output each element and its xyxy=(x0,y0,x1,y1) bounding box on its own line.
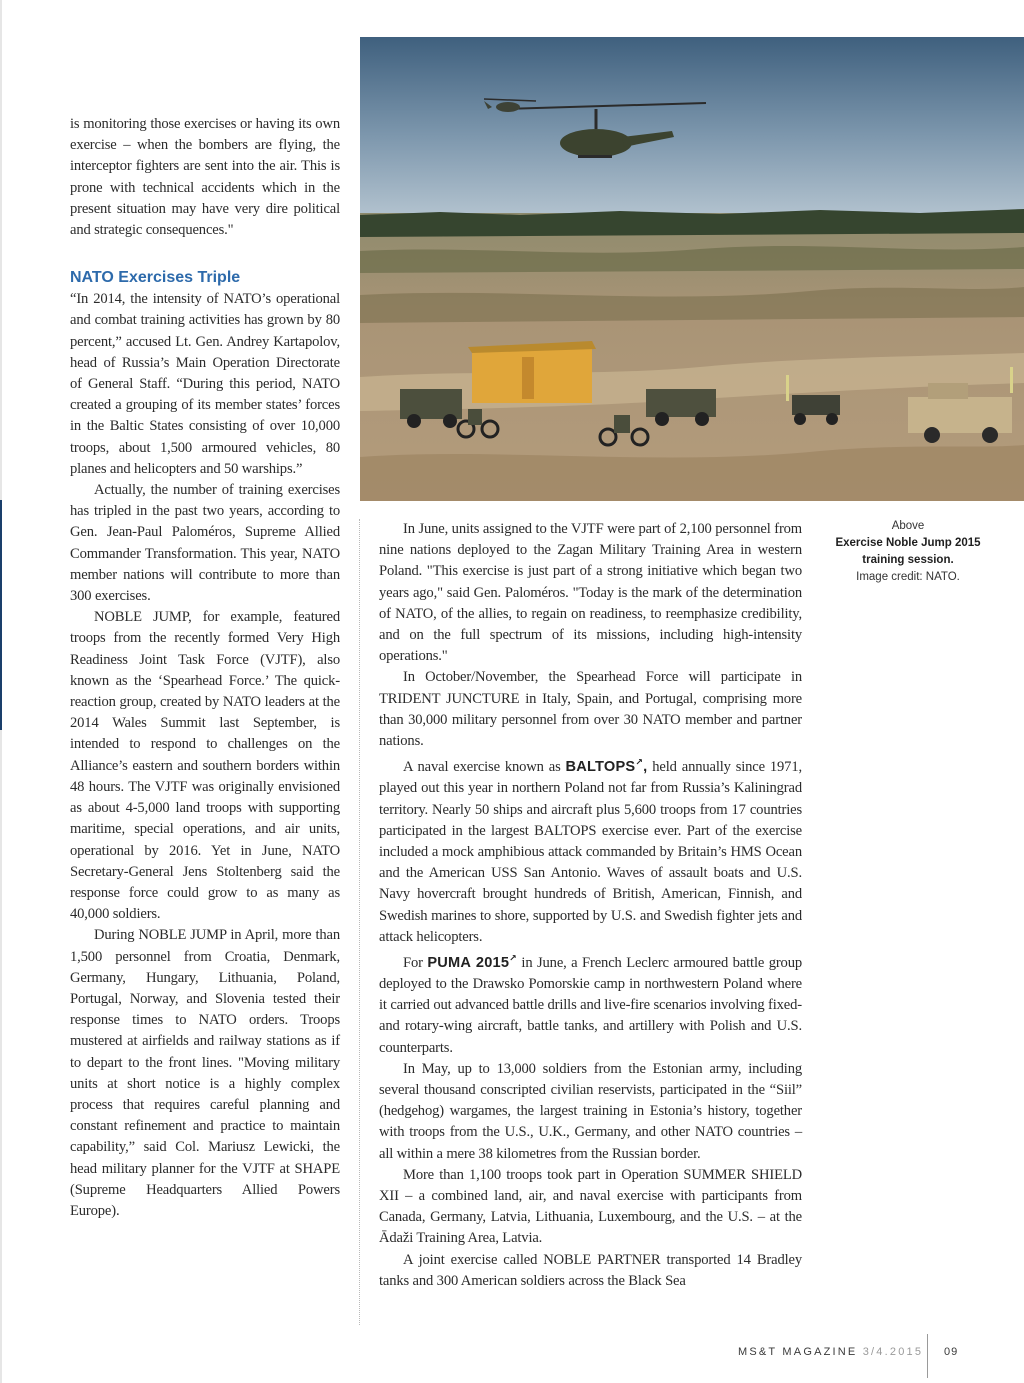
paragraph-text: in June, a French Leclerc armoured battle group deployed to the Drawsko Pomorskie camp in northwestern Poland where it carried out advanced battle drills and live-fire scenarios involving fixed- and rotary-wing aircraft, battle tanks, and artillery with Polish and U.S. counterparts. xyxy=(379,954,802,1056)
sky xyxy=(360,37,1024,217)
section-heading: NATO Exercises Triple xyxy=(70,269,241,287)
paragraph: In May, up to 13,000 soldiers from the Estonian army, including several thousand conscripted civilian reservists, participated in the “Siil” (hedgehog) wargames, the largest training in Estonia’s history, together with troops from the U.S., U.K., Germany, and other NATO countries – all within a mere 38 kilometres from the Russian border. xyxy=(379,1060,802,1162)
middle-column xyxy=(379,519,802,1292)
paragraph: In June, units assigned to the VJTF were part of 2,100 personnel from nine nations deployed to the Zagan Military Training Area in western Poland. "This exercise is just part of a strong initiative which began two years ago," said Gen. Paloméros. "Today is the mark of the determination of NATO, of the allies, to regain on readiness, to reemphasize credibility, and on the full spectrum of its missions, including high-intensity operations." xyxy=(379,521,802,665)
footer-magazine xyxy=(738,1346,923,1358)
paragraph: More than 1,100 troops took part in Operation SUMMER SHIELD XII – a combined land, air, and naval exercise with participants from Canada, Germany, Latvia, Lithuania, Luxembourg, and the U.S. – at the Ādaži Training Area, Latvia. xyxy=(379,1166,802,1247)
magazine-name: MS&T MAGAZINE xyxy=(738,1346,858,1358)
treeline xyxy=(360,209,1024,237)
left-column xyxy=(70,114,340,1222)
paragraph-text: held annually since 1971, played out this year in northern Poland not far from Russia’s Kaliningrad territory. Nearly 50 ships and aircraft plus 5,600 troops from 17 countries participated in the largest BALTOPS exercise ever. Part of the exercise included a mock amphibious attack commanded by Britain’s HMS Ocean and the American USS San Antonio. Waves of assault boats and U.S. Navy hovercraft brought hundreds of British, American, Finnish, and Swedish marines to shore, supported by U.S. and Swedish fighter jets and attack helicopters. xyxy=(379,759,802,945)
puma-link-label: PUMA 2015 xyxy=(427,954,510,971)
caption-label: Above xyxy=(891,520,925,532)
caption-credit: Image credit: NATO. xyxy=(856,571,960,583)
baltops-link[interactable]: BALTOPS↗, xyxy=(565,757,648,776)
paragraph: NOBLE JUMP, for example, featured troops from the recently formed Very High Readiness Joint Task Force (VJTF), also known as the ‘Spearhead Force.’ The quick-reaction group, created by NATO leaders at the 2014 Wales Summit last September, is intended to respond to challenges on the Alliance’s eastern and southern borders within 48 hours. The VJTF was originally envisioned as about 4-5,000 land troops with supporting maritime, special operations, and air units, operational by 2016. Yet in June, NATO Secretary-General Jens Stoltenberg said the response force could grow to as many as 40,000 soldiers. xyxy=(70,609,340,923)
puma-link[interactable] xyxy=(427,952,517,971)
intro-paragraph: is monitoring those exercises or having its own exercise – when the bombers are flying, the interceptor fighters are sent into the air. This is prone with technical accidents which in the present situation may have very dire political and strategic consequences." xyxy=(70,116,340,239)
page-number: 09 xyxy=(944,1346,959,1358)
external-link-icon: ↗ xyxy=(509,952,517,963)
paragraph: A joint exercise called NOBLE PARTNER transported 14 Bradley tanks and 300 American soldiers across the Black Sea xyxy=(379,1251,802,1289)
footer-divider xyxy=(927,1334,928,1378)
caption-title: Exercise Noble Jump 2015 training session. xyxy=(835,537,981,566)
page-edge-rule xyxy=(0,0,2,1383)
paragraph xyxy=(379,948,802,1059)
article-photo xyxy=(360,37,1024,501)
paragraph xyxy=(379,752,802,948)
paragraph-text: A naval exercise known as xyxy=(403,759,566,776)
baltops-link-label: BALTOPS xyxy=(565,759,636,776)
hut xyxy=(468,341,596,403)
paragraph-text: For xyxy=(403,954,428,971)
paragraph: In October/November, the Spearhead Force will participate in TRIDENT JUNCTURE in Italy, Spain, and Portugal, comprising more than 30,000 military personnel from over 30 NATO member and partner nations. xyxy=(379,669,802,750)
paragraph: Actually, the number of training exercises has tripled in the past two years, according to Gen. Jean-Paul Paloméros, Supreme Allied Commander Transformation. This year, NATO member nations will contribute to more than 300 exercises. xyxy=(70,482,340,605)
photo-caption xyxy=(830,518,986,586)
page-edge-accent xyxy=(0,500,2,730)
issue-number: 3/4.2015 xyxy=(862,1346,924,1358)
column-divider xyxy=(359,519,360,1325)
external-link-icon: ↗ xyxy=(635,757,644,768)
paragraph: “In 2014, the intensity of NATO’s operational and combat training activities has grown by 80 percent,” accused Lt. Gen. Andrey Kartapolov, head of Russia’s Main Operation Directorate of General Staff. “During this period, NATO created a grouping of its member states’ forces in the Baltic States consisting of over 10,000 troops, about 1,500 armoured vehicles, 80 planes and helicopters and 50 warships.” xyxy=(70,291,340,477)
paragraph: During NOBLE JUMP in April, more than 1,500 personnel from Croatia, Denmark, Germany, Hungary, Lithuania, Poland, Portugal, Norway, and Slovenia tested their response times to NATO orders. Troops mustered at airfields and railway stations as if to depart to the front lines. "Moving military units at short notice is a highly complex process that requires careful planning and constant refinement and practice to maintain capability,” said Col. Mariusz Lewicki, the head military planner for the VJTF at SHAPE (Supreme Headquarters Allied Powers Europe). xyxy=(70,927,340,1219)
military-exercise-photo xyxy=(360,37,1024,501)
